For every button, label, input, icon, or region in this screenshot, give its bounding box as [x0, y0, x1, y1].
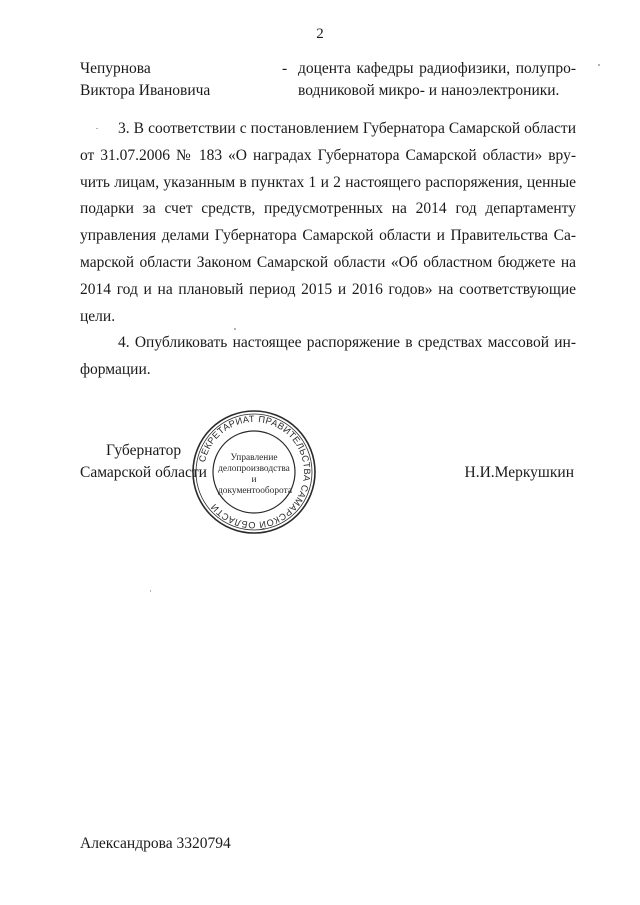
signatory-name: Н.И.Меркушкин — [464, 464, 574, 481]
scan-speck — [96, 128, 98, 129]
seal-inner-text — [218, 453, 290, 497]
signatory-title-line2: Самарской области — [80, 464, 207, 481]
seal-inner-line3: и документооборота — [218, 475, 292, 496]
awardee-given-names: Виктора Ивановича — [80, 82, 211, 99]
page-number: 2 — [316, 26, 324, 42]
scan-speck — [598, 64, 600, 66]
signatory-title-line1: Губернатор — [106, 442, 182, 459]
signatory-title — [80, 440, 207, 484]
seal-ring-textpath: СЕКРЕТАРИАТ ПРАВИТЕЛЬСТВА САМАРСКОЙ ОБЛАСТИ — [197, 413, 313, 531]
awardee-surname: Чепурнова — [80, 60, 151, 77]
seal-inner-line1: Управление — [230, 453, 278, 463]
paragraph-3: 3. В соответствии с постановлением Губернатора Самарской области от 31.07.2006 № 183 «О наградах Губернатора Самарской области» вру-чить лицам, указанным в пунктах 1 и 2 настоящего распоряжения, ценные подарки за счет средств, предусмотренных на 2014 год департаменту управления делами Губернатора Самарской области и Правительства Са-марской области Законом Самарской области «Об областном бюджете на 2014 год и на плановый период 2015 и 2016 годов» на соответствующие цели. — [80, 120, 576, 325]
awardee-entry — [80, 58, 576, 102]
awardee-dash: - — [282, 60, 288, 77]
awardee-name — [80, 58, 210, 102]
awardee-position: доцента кафедры радиофизики, полупро-водниковой микро- и наноэлектроники. — [298, 60, 576, 99]
scan-speck — [234, 328, 236, 330]
seal-inner-line2: делопроизводства — [218, 464, 290, 474]
executor-contact: Александрова 3320794 — [80, 835, 231, 852]
paragraph-4: 4. Опубликовать настоящее распоряжение в средствах массовой ин-формации. — [80, 334, 576, 378]
scan-speck — [150, 590, 151, 592]
official-seal — [190, 408, 318, 536]
